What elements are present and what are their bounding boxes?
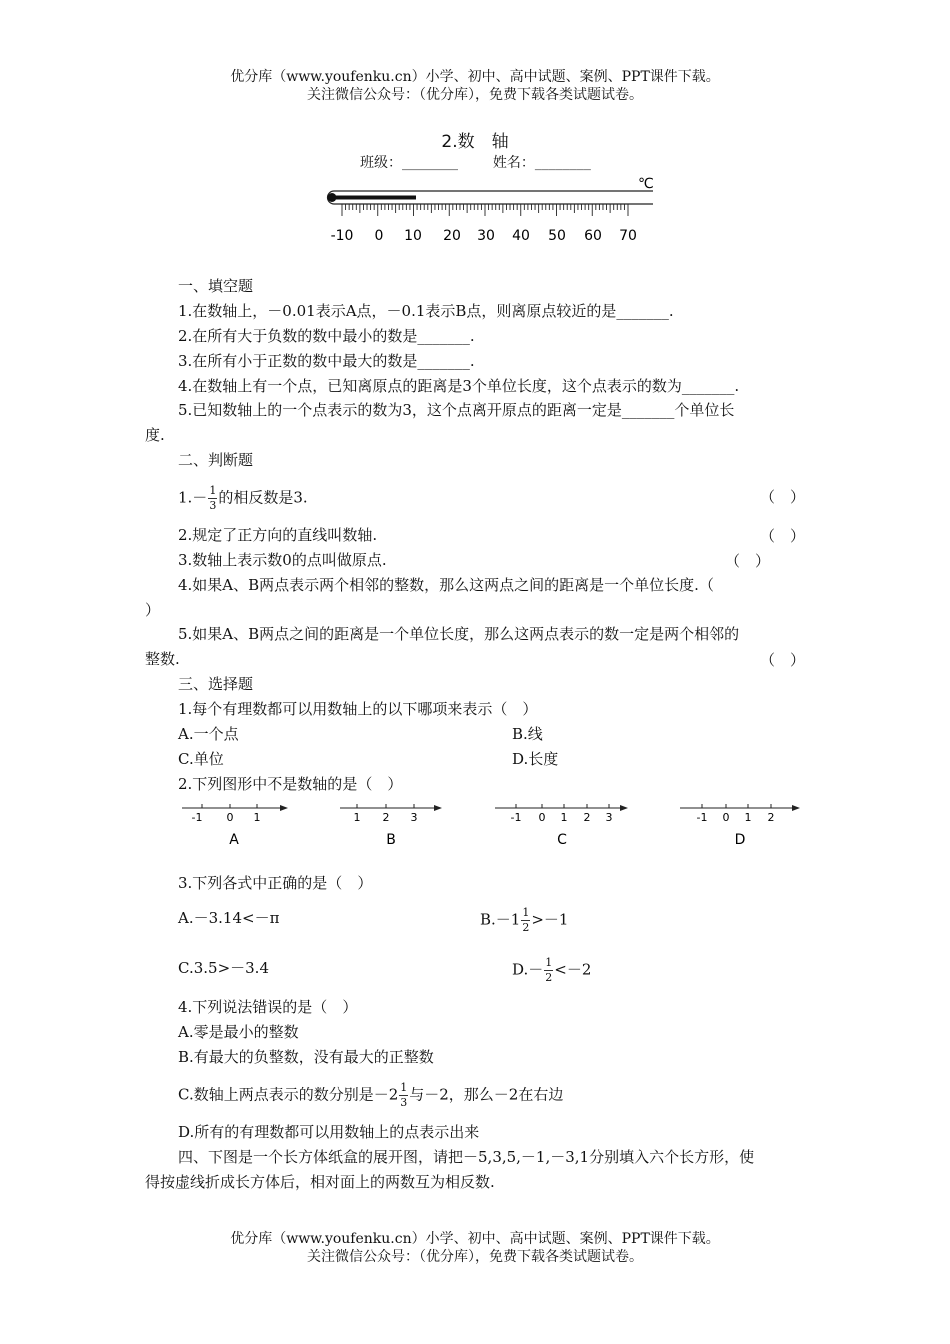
figure-a xyxy=(182,804,288,848)
tick-label: 2 xyxy=(767,811,775,824)
s3-q4c-prefix: C.数轴上两点表示的数分别是－2 xyxy=(178,1085,399,1104)
s3-q3-option-b xyxy=(480,906,568,935)
s3-q4-option-c xyxy=(178,1081,563,1110)
fraction-denominator: 2 xyxy=(522,921,530,934)
s3-q3-option-c: C.3.5>－3.4 xyxy=(178,959,269,977)
celsius-unit: ℃ xyxy=(638,176,654,192)
s2-question-2: 2.规定了正方向的直线叫数轴. xyxy=(178,526,378,544)
s2-question-4-cont: ） xyxy=(145,601,161,619)
tick-label: 1 xyxy=(560,811,568,824)
fraction-numerator: 1 xyxy=(522,906,530,919)
fraction-numerator: 1 xyxy=(209,484,217,497)
s3-question-2: 2.下列图形中不是数轴的是（ ） xyxy=(178,775,403,793)
s3-q4-option-d: D.所有的有理数都可以用数轴上的点表示出来 xyxy=(178,1123,480,1141)
thermo-label: 30 xyxy=(477,228,495,244)
fraction xyxy=(399,1081,408,1110)
answer-paren: （ ） xyxy=(760,651,806,669)
thermo-label: 70 xyxy=(619,228,637,244)
thermo-label: 50 xyxy=(548,228,566,244)
s3-q1-option-b: B.线 xyxy=(512,725,543,743)
thermo-labels xyxy=(331,228,637,244)
figure-b xyxy=(340,804,442,848)
tick-label: 0 xyxy=(538,811,546,824)
s1-question-2: 2.在所有大于负数的数中最小的数是_______. xyxy=(178,327,475,345)
s3-question-3: 3.下列各式中正确的是（ ） xyxy=(178,874,373,892)
tick-label: 1 xyxy=(353,811,361,824)
tick-label: -1 xyxy=(510,811,522,824)
s2-question-3: 3.数轴上表示数0的点叫做原点. xyxy=(178,551,387,569)
fraction xyxy=(544,956,553,985)
answer-paren: （ ） xyxy=(760,527,806,545)
class-field: 班级：________ xyxy=(360,155,458,171)
s1-question-5-cont: 度. xyxy=(145,426,165,444)
figure-label: A xyxy=(229,832,239,848)
answer-paren: （ ） xyxy=(760,488,806,506)
figure-c xyxy=(495,804,628,848)
thermo-label: 20 xyxy=(443,228,461,244)
arrow-head xyxy=(792,805,800,811)
s3-q3b-suffix: >－1 xyxy=(531,910,569,929)
s3-q1-option-a: A.一个点 xyxy=(178,725,239,743)
number-line-figures xyxy=(170,796,810,852)
tick-label: 1 xyxy=(253,811,261,824)
s3-q3d-prefix: D.－ xyxy=(512,960,544,979)
fraction-numerator: 1 xyxy=(545,956,553,969)
s3-q4-option-a: A.零是最小的整数 xyxy=(178,1023,299,1041)
tick-label: 3 xyxy=(605,811,613,824)
arrow-head xyxy=(434,805,442,811)
page-title: 2.数 轴 xyxy=(441,132,509,152)
fraction-denominator: 2 xyxy=(545,971,553,984)
tick-label: -1 xyxy=(696,811,708,824)
section-1-title: 一、填空题 xyxy=(178,277,254,295)
fraction-numerator: 1 xyxy=(400,1081,408,1094)
figure-d xyxy=(680,804,800,848)
figure-label: D xyxy=(734,832,746,848)
tick-label: 1 xyxy=(744,811,752,824)
s2-question-5-cont: 整数. xyxy=(145,650,180,668)
fraction-denominator: 3 xyxy=(400,1096,408,1109)
header-line-2: 关注微信公众号：（优分库），免费下载各类试题试卷。 xyxy=(307,87,643,103)
s3-q3d-suffix: <－2 xyxy=(554,960,592,979)
s1-question-5: 5.已知数轴上的一个点表示的数为3，这个点离开原点的距离一定是_______个单位长 xyxy=(178,401,735,419)
s1-question-4: 4.在数轴上有一个点，已知离原点的距离是3个单位长度，这个点表示的数为_______. xyxy=(178,377,740,395)
s3-q3b-prefix: B.－1 xyxy=(480,910,521,929)
s3-q4c-suffix: 与－2，那么－2在右边 xyxy=(409,1085,564,1104)
s2-question-4: 4.如果A、B两点表示两个相邻的整数，那么这两点之间的距离是一个单位长度.（ xyxy=(178,576,714,594)
fraction xyxy=(521,906,530,935)
s1-question-3: 3.在所有小于正数的数中最大的数是_______. xyxy=(178,352,475,370)
footer-line-1: 优分库（www.youfenku.cn）小学、初中、高中试题、案例、PPT课件下载。 xyxy=(230,1231,720,1247)
s1-question-1: 1.在数轴上，－0.01表示A点，－0.1表示B点，则离原点较近的是_______. xyxy=(178,302,674,320)
s2-q1-prefix: 1.－ xyxy=(178,488,208,507)
tick-label: 3 xyxy=(410,811,418,824)
s3-q1-option-c: C.单位 xyxy=(178,750,224,768)
section-3-title: 三、选择题 xyxy=(178,675,254,693)
thermo-label: -10 xyxy=(330,228,354,244)
class-name-fields xyxy=(360,152,591,172)
name-field: 姓名：________ xyxy=(492,155,591,171)
header-line-1: 优分库（www.youfenku.cn）小学、初中、高中试题、案例、PPT课件下载。 xyxy=(230,69,720,85)
figure-label: C xyxy=(557,832,567,848)
section-4-line-2: 得按虚线折成长方体后，相对面上的两数互为相反数. xyxy=(145,1173,495,1191)
thermo-ticks xyxy=(342,204,628,216)
s3-question-4: 4.下列说法错误的是（ ） xyxy=(178,998,358,1016)
s3-q3-option-a: A.－3.14<－π xyxy=(178,909,280,927)
answer-paren: （ ） xyxy=(725,552,771,570)
figure-label: B xyxy=(386,832,396,848)
s3-q4-option-b: B.有最大的负整数，没有最大的正整数 xyxy=(178,1048,434,1066)
tick-label: 0 xyxy=(226,811,234,824)
thermo-label: 10 xyxy=(404,228,422,244)
s3-question-1: 1.每个有理数都可以用数轴上的以下哪项来表示（ ） xyxy=(178,700,538,718)
footer-line-2: 关注微信公众号：（优分库），免费下载各类试题试卷。 xyxy=(307,1249,643,1265)
thermo-label: 40 xyxy=(512,228,530,244)
thermometer-figure xyxy=(320,172,660,248)
fraction xyxy=(208,484,217,513)
s2-question-5: 5.如果A、B两点之间的距离是一个单位长度，那么这两点表示的数一定是两个相邻的 xyxy=(178,625,740,643)
fraction-denominator: 3 xyxy=(209,499,217,512)
s3-q1-option-d: D.长度 xyxy=(512,750,559,768)
thermo-label: 60 xyxy=(584,228,602,244)
s2-q1-suffix: 的相反数是3. xyxy=(218,488,308,507)
section-2-title: 二、判断题 xyxy=(178,451,254,469)
tick-label: 2 xyxy=(583,811,591,824)
tick-label: 0 xyxy=(722,811,730,824)
thermo-label: 0 xyxy=(374,228,384,244)
s2-question-1 xyxy=(178,484,308,513)
arrow-head xyxy=(280,805,288,811)
tick-label: 2 xyxy=(382,811,390,824)
arrow-head xyxy=(620,805,628,811)
section-4-line-1: 四、下图是一个长方体纸盒的展开图，请把－5,3,5,－1,－3,1分别填入六个长方形，使 xyxy=(178,1148,755,1166)
s3-q3-option-d xyxy=(512,956,591,985)
tick-label: -1 xyxy=(191,811,203,824)
